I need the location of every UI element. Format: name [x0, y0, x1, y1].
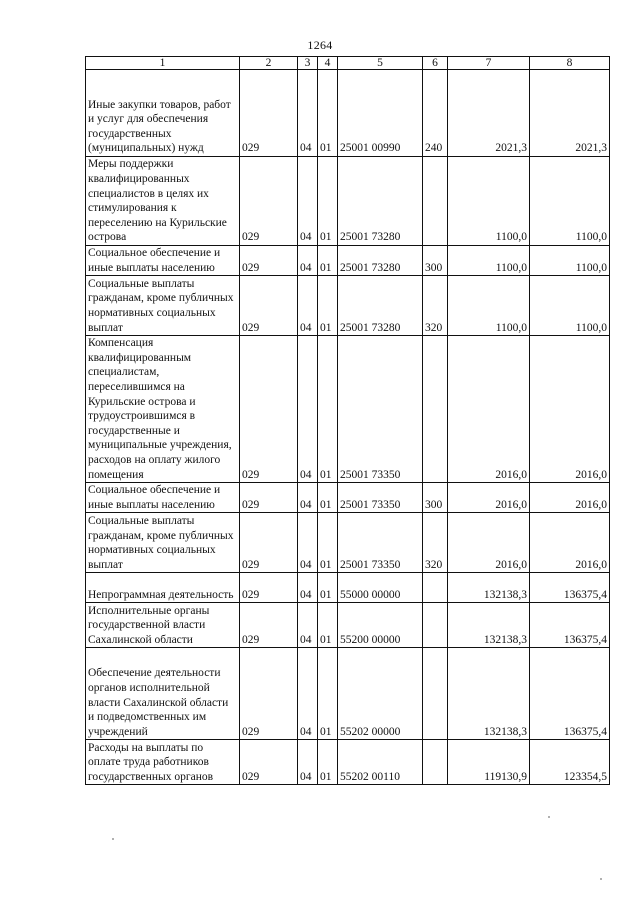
target-article-code: 25001 00990: [338, 70, 423, 157]
section-code: 04: [298, 513, 318, 573]
amount-year-2: 136375,4: [530, 603, 610, 648]
target-article-code: 55202 00000: [338, 648, 423, 740]
section-code: 04: [298, 740, 318, 785]
subsection-code: 01: [318, 483, 338, 513]
amount-year-1: 132138,3: [448, 603, 530, 648]
section-code: 04: [298, 573, 318, 603]
target-article-code: 55202 00110: [338, 740, 423, 785]
target-article-code: 25001 73280: [338, 157, 423, 246]
row-name: Обеспечение деятельности органов исполнительной власти Сахалинской области и подведомственных им учреждений: [86, 648, 240, 740]
ministry-code: 029: [240, 483, 298, 513]
table-header-row: [86, 57, 610, 70]
ministry-code: 029: [240, 157, 298, 246]
scan-speck: [600, 878, 602, 880]
expense-type-code: [423, 336, 448, 483]
table-row: [86, 70, 610, 157]
column-header: 7: [448, 57, 530, 70]
amount-year-2: 136375,4: [530, 648, 610, 740]
amount-year-1: 119130,9: [448, 740, 530, 785]
row-name: Непрограммная деятельность: [86, 573, 240, 603]
row-name: Исполнительные органы государственной власти Сахалинской области: [86, 603, 240, 648]
amount-year-1: 1100,0: [448, 246, 530, 276]
table-row: [86, 276, 610, 336]
subsection-code: 01: [318, 603, 338, 648]
column-header: 1: [86, 57, 240, 70]
expense-type-code: 320: [423, 513, 448, 573]
ministry-code: 029: [240, 70, 298, 157]
scan-speck: [548, 816, 550, 818]
target-article-code: 25001 73280: [338, 276, 423, 336]
ministry-code: 029: [240, 513, 298, 573]
expense-type-code: 300: [423, 483, 448, 513]
amount-year-2: 2016,0: [530, 513, 610, 573]
column-header: 5: [338, 57, 423, 70]
amount-year-1: 1100,0: [448, 276, 530, 336]
amount-year-1: 132138,3: [448, 573, 530, 603]
amount-year-2: 1100,0: [530, 157, 610, 246]
row-name: Социальное обеспечение и иные выплаты населению: [86, 483, 240, 513]
subsection-code: 01: [318, 336, 338, 483]
amount-year-2: 2016,0: [530, 336, 610, 483]
table-row: [86, 513, 610, 573]
amount-year-2: 123354,5: [530, 740, 610, 785]
ministry-code: 029: [240, 336, 298, 483]
row-name: Меры поддержки квалифицированных специалистов в целях их стимулирования к переселению на Курильские острова: [86, 157, 240, 246]
table-row: [86, 648, 610, 740]
section-code: 04: [298, 336, 318, 483]
amount-year-1: 2016,0: [448, 513, 530, 573]
expense-type-code: 300: [423, 246, 448, 276]
subsection-code: 01: [318, 246, 338, 276]
section-code: 04: [298, 157, 318, 246]
table-row: [86, 246, 610, 276]
amount-year-1: 132138,3: [448, 648, 530, 740]
row-name: Социальные выплаты гражданам, кроме публичных нормативных социальных выплат: [86, 513, 240, 573]
ministry-code: 029: [240, 603, 298, 648]
target-article-code: 25001 73280: [338, 246, 423, 276]
expense-type-code: [423, 573, 448, 603]
expense-type-code: 320: [423, 276, 448, 336]
amount-year-1: 1100,0: [448, 157, 530, 246]
expense-type-code: [423, 648, 448, 740]
target-article-code: 55200 00000: [338, 603, 423, 648]
amount-year-1: 2016,0: [448, 483, 530, 513]
section-code: 04: [298, 483, 318, 513]
ministry-code: 029: [240, 740, 298, 785]
row-name: Социальное обеспечение и иные выплаты населению: [86, 246, 240, 276]
ministry-code: 029: [240, 573, 298, 603]
budget-table: [85, 56, 610, 785]
ministry-code: 029: [240, 276, 298, 336]
amount-year-2: 136375,4: [530, 573, 610, 603]
subsection-code: 01: [318, 276, 338, 336]
table-row: [86, 603, 610, 648]
row-name: Компенсация квалифицированным специалистам, переселившимся на Курильские острова и трудоустроившимся в государственные и муниципальные учреждения, расходов на оплату жилого помещения: [86, 336, 240, 483]
section-code: 04: [298, 648, 318, 740]
section-code: 04: [298, 70, 318, 157]
row-name: Иные закупки товаров, работ и услуг для обеспечения государственных (муниципальных) нужд: [86, 70, 240, 157]
expense-type-code: [423, 740, 448, 785]
ministry-code: 029: [240, 246, 298, 276]
subsection-code: 01: [318, 157, 338, 246]
subsection-code: 01: [318, 70, 338, 157]
row-name: Социальные выплаты гражданам, кроме публичных нормативных социальных выплат: [86, 276, 240, 336]
column-header: 8: [530, 57, 610, 70]
table-row: [86, 157, 610, 246]
amount-year-1: 2016,0: [448, 336, 530, 483]
amount-year-2: 1100,0: [530, 246, 610, 276]
amount-year-2: 2016,0: [530, 483, 610, 513]
amount-year-2: 2021,3: [530, 70, 610, 157]
subsection-code: 01: [318, 573, 338, 603]
expense-type-code: 240: [423, 70, 448, 157]
column-header: 3: [298, 57, 318, 70]
subsection-code: 01: [318, 648, 338, 740]
table-row: [86, 740, 610, 785]
amount-year-1: 2021,3: [448, 70, 530, 157]
expense-type-code: [423, 603, 448, 648]
section-code: 04: [298, 246, 318, 276]
table-row: [86, 483, 610, 513]
column-header: 4: [318, 57, 338, 70]
target-article-code: 25001 73350: [338, 513, 423, 573]
subsection-code: 01: [318, 513, 338, 573]
amount-year-2: 1100,0: [530, 276, 610, 336]
ministry-code: 029: [240, 648, 298, 740]
expense-type-code: [423, 157, 448, 246]
row-name: Расходы на выплаты по оплате труда работников государственных органов: [86, 740, 240, 785]
section-code: 04: [298, 276, 318, 336]
subsection-code: 01: [318, 740, 338, 785]
table-row: [86, 336, 610, 483]
scan-speck: [112, 838, 114, 840]
table-row: [86, 573, 610, 603]
page-number: 1264: [307, 38, 333, 52]
column-header: 2: [240, 57, 298, 70]
target-article-code: 25001 73350: [338, 336, 423, 483]
target-article-code: 25001 73350: [338, 483, 423, 513]
section-code: 04: [298, 603, 318, 648]
column-header: 6: [423, 57, 448, 70]
target-article-code: 55000 00000: [338, 573, 423, 603]
